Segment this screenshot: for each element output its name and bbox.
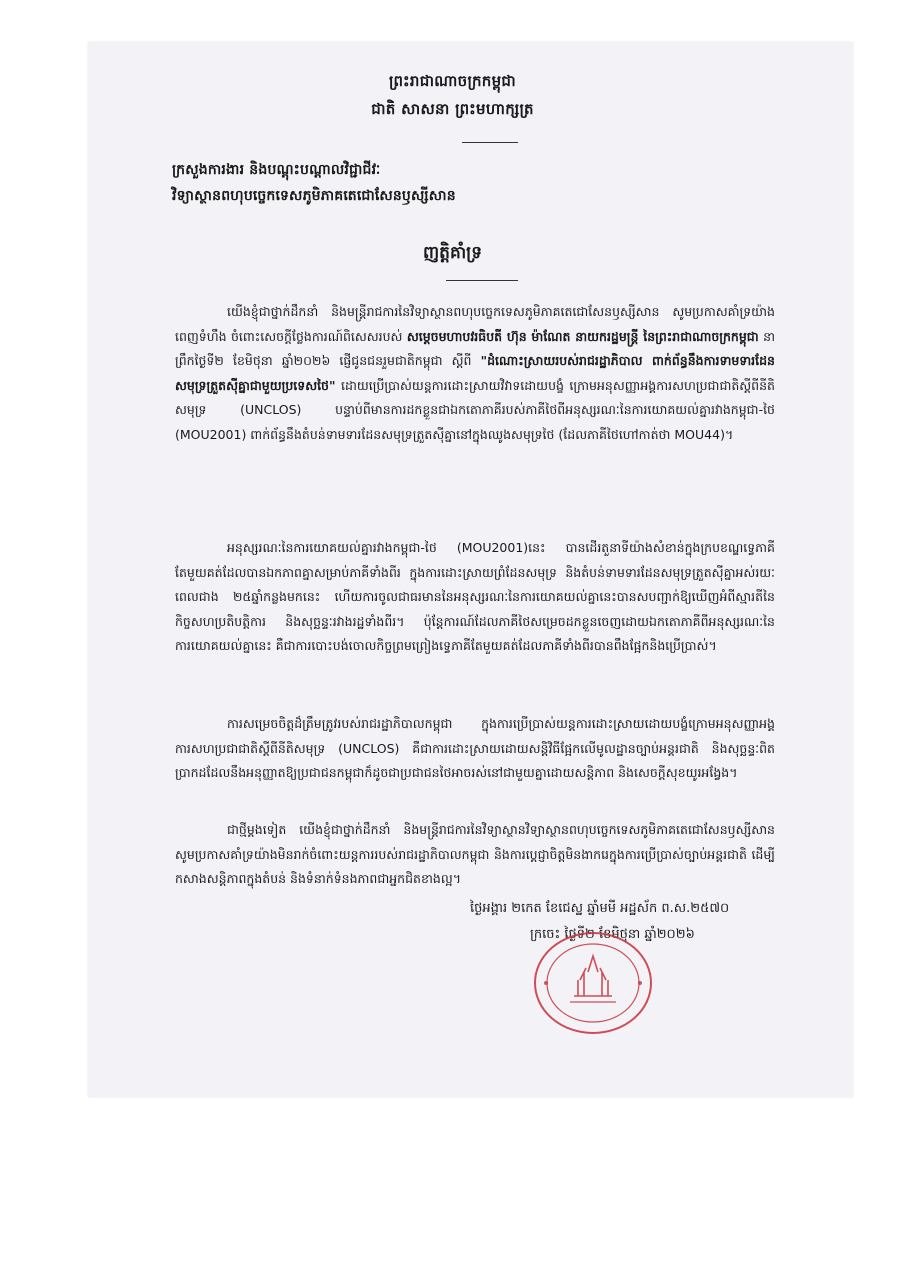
paragraph-1-text-c: ដោយប្រើប្រាស់យន្តការដោះស្រាយវិវាទដោយបង្ខំ ក្រោមអនុសញ្ញាអង្គការសហប្រជាជាតិស្តីពីនីតិសមុទ្រ (UNCLOS) បន្ទាប់ពីមានការដកខ្លួនជាឯកតោភាគីរបស់ភាគីថៃពីអនុស្សរណៈនៃការយោគយល់គ្នារវាងកម្ពុជា-ថៃ (MOU2001) ពាក់ព័ន្ធនឹងតំបន់ទាមទារដែនសមុទ្រត្រួតស៊ីគ្នានៅក្នុងឈូងសមុទ្រថៃ (ដែលភាគីថៃហៅកាត់ថា MOU44)។	[175, 377, 775, 442]
paragraph-1-text-b: នាព្រឹកថ្ងៃទី២ ខែមិថុនា ឆ្នាំ២០២៦ ផ្ញើជូនជនរួមជាតិកម្ពុជា ស្តីពី	[175, 328, 775, 368]
kingdom-heading: ព្រះរាជាណាចក្រកម្ពុជា	[389, 72, 516, 90]
solar-date: ក្រចេះ ថ្ងៃទី២ ខែមិថុនា ឆ្នាំ២០២៦	[530, 927, 695, 942]
paragraph-1-bold-b: "ដំណោះស្រាយរបស់រាជរដ្ឋាភិបាល ពាក់ព័ន្ធនឹងការទាមទារដែនសមុទ្រត្រួតស៊ីគ្នាជាមួយប្រទេសថៃ"	[175, 353, 775, 393]
paragraph-1-bold-a: សម្តេចមហាបវរធិបតី ហ៊ុន ម៉ាណែត នាយករដ្ឋមន្ត្រី នៃព្រះរាជាណាចក្រកម្ពុជា	[406, 328, 759, 344]
paragraph-2	[175, 536, 775, 659]
national-motto: ជាតិ សាសនា ព្រះមហាក្សត្រ	[371, 100, 534, 118]
paragraph-1-text-a: យើងខ្ញុំជាថ្នាក់ដឹកនាំ និងមន្ត្រីរាជការនៃវិទ្យាស្ថានពហុបច្ចេកទេសភូមិភាគតេជោសែនឫស្សីសាន សូមប្រកាសគាំទ្រយ៉ាងពេញទំហឹង ចំពោះសេចក្តីថ្លែងការណ៍ពិសេសរបស់	[175, 304, 775, 344]
header-divider	[462, 142, 518, 143]
institute-name: វិទ្យាស្ថានពហុបច្ចេកទេសភូមិភាគតេជោសែនឫស្សីសាន	[172, 188, 456, 204]
ministry-name: ក្រសួងការងារ និងបណ្តុះបណ្តាលវិជ្ជាជីវៈ	[172, 162, 381, 178]
paragraph-4-text: ជាថ្មីម្តងទៀត យើងខ្ញុំជាថ្នាក់ដឹកនាំ និងមន្ត្រីរាជការនៃវិទ្យាស្ថានវិទ្យាស្ថានពហុបច្ចេកទេសភូមិភាគតេជោសែនឫស្សីសាន សូមប្រកាសគាំទ្រយ៉ាងមិនរាក់ចំពោះយន្តការរបស់រាជរដ្ឋាភិបាលកម្ពុជា និងការប្តេជ្ញាចិត្តមិនងាករេក្នុងការប្រើប្រាស់ច្បាប់អន្តរជាតិ ដើម្បីកសាងសន្តិភាពក្នុងតំបន់ និងទំនាក់ទំនងភាពជាអ្នកជិតខាងល្អ។	[175, 822, 775, 886]
paragraph-3	[175, 712, 775, 786]
lunar-date: ថ្ងៃអង្គារ ២កេត ខែជេស្ឋ ឆ្នាំមមី អដ្ឋស័ក ព.ស.២៥៧០	[470, 901, 730, 916]
paragraph-2-text: អនុស្សរណៈនៃការយោគយល់គ្នារវាងកម្ពុជា-ថៃ (MOU2001)នេះ បានដើរតួនាទីយ៉ាងសំខាន់ក្នុងក្របខណ្ឌទ្វេភាគីតែមួយគត់ដែលបានឯកភាពគ្នាសម្រាប់ភាគីទាំងពីរ ក្នុងការដោះស្រាយព្រំដែនសមុទ្រ និងតំបន់ទាមទារដែនសមុទ្រត្រួតស៊ីគ្នាអស់រយៈពេលជាង ២៥ឆ្នាំកន្លងមកនេះ ហើយការចូលជាធរមាននៃអនុស្សរណៈនៃការយោគយល់គ្នានេះបានសបញ្ជាក់ឱ្យឃើញអំពីស្មារតីនៃកិច្ចសហប្រតិបត្តិការ និងសុច្ឆន្ទៈរវាងរដ្ឋទាំងពីរ។ ប៉ុន្តែការណ៍ដែលភាគីថៃសម្រេចដកខ្លួនចេញដោយឯកតោភាគីពីអនុស្សរណៈនៃការយោគយល់គ្នានេះ គឺជាការបោះបង់ចោលកិច្ចព្រមព្រៀងទ្វេភាគីតែមួយគត់ដែលភាគីទាំងពីរបានពឹងផ្អែកនិងប្រើប្រាស់។	[175, 540, 775, 653]
official-seal-stamp	[530, 928, 656, 1038]
paragraph-4	[175, 818, 775, 892]
paragraph-1	[175, 300, 775, 447]
paragraph-3-text: ការសម្រេចចិត្តដ៏ត្រឹមត្រូវរបស់រាជរដ្ឋាភិបាលកម្ពុជា ក្នុងការប្រើប្រាស់យន្តការដោះស្រាយដោយបង្ខំក្រោមអនុសញ្ញាអង្គការសហប្រជាជាតិស្តីពីនីតិសមុទ្រ (UNCLOS) គឺជាការដោះស្រាយដោយសន្តិវិធីផ្អែកលើមូលដ្ឋានច្បាប់អន្តរជាតិ និងសុច្ឆន្ទៈពិតប្រាកដដែលនឹងអនុញ្ញាតឱ្យប្រជាជនកម្ពុជាក៏ដូចជាប្រជាជនថៃអាចរស់នៅជាមួយគ្នាដោយសន្តិភាព និងសេចក្តីសុខយូរអង្វែង។	[175, 716, 775, 780]
title-divider	[446, 280, 518, 281]
document-title: ញត្តិគាំទ្រ	[422, 243, 483, 263]
